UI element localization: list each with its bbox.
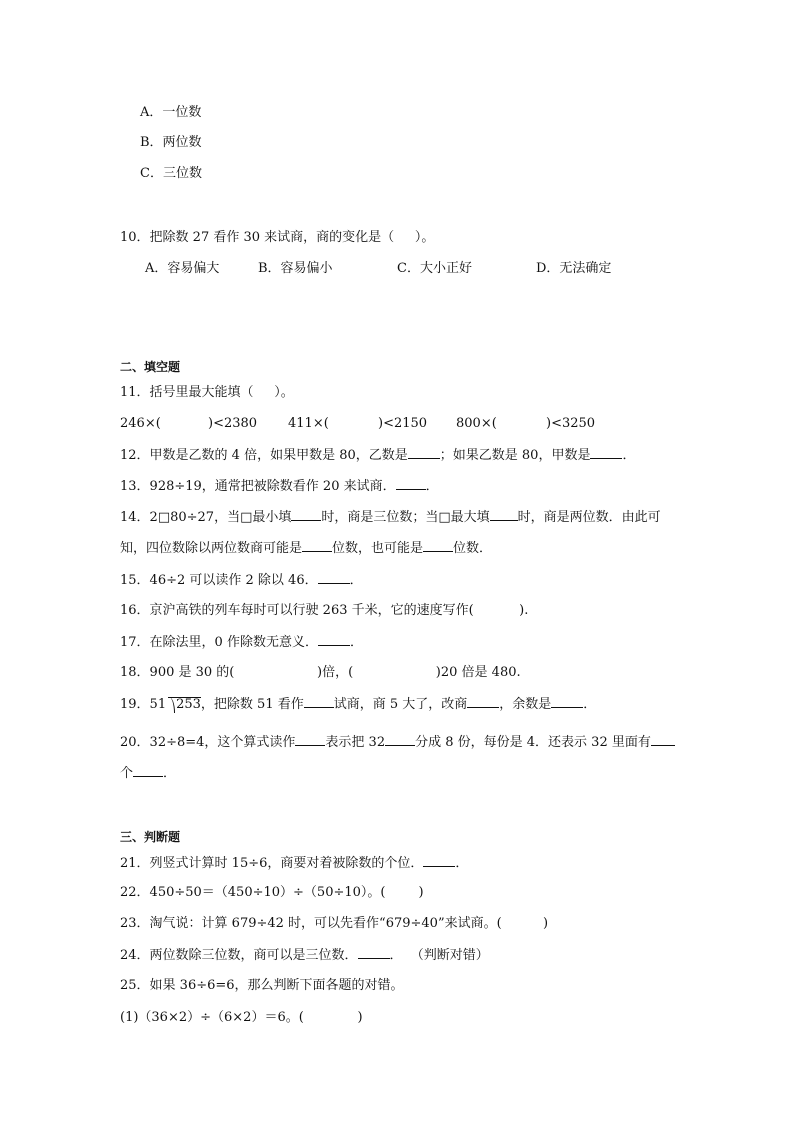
q10-stem: 10．把除数 27 看作 30 来试商，商的变化是（ ）。 (120, 230, 435, 245)
q19-long-division-sign: 253 (168, 697, 201, 712)
q20-line-1: 20．32÷8=4，这个算式读作 表示把 32 分成 8 份，每份是 4．还表示 32 里面有 (120, 733, 675, 752)
q13: 13．928÷19，通常把被除数看作 20 来试商． ． (120, 479, 439, 494)
q25: 25．如果 36÷6=6，那么判断下面各题的对错。 (120, 978, 404, 993)
q25-item-1: (1)（36×2）÷（6×2）＝6。( ) (120, 1010, 363, 1025)
q24: 24．两位数除三位数，商可以是三位数． ． （判断对错） (120, 948, 489, 963)
q10-option-d: D．无法确定 (536, 261, 612, 276)
q10-option-a: A．容易偏大 (145, 261, 220, 276)
q11-item-3-left: 800×( (456, 416, 497, 431)
q18: 18．900 是 30 的( )倍，( )20 倍是 480. (120, 665, 521, 680)
q11-item-2-left: 411×( (288, 416, 329, 431)
q16: 16．京沪高铁的列车每时可以行驶 263 千米，它的速度写作( ). (120, 603, 529, 618)
q11-item-1-right: )<2380 (208, 416, 258, 431)
q19-divisor: 51 (149, 697, 167, 712)
q15: 15．46÷2 可以读作 2 除以 46． ． (120, 573, 363, 588)
q9-option-b: B．两位数 (140, 135, 202, 150)
q12: 12．甲数是乙数的 4 倍，如果甲数是 80，乙数是 ；如果乙数是 80，甲数是 ． (120, 448, 636, 463)
section-title-true-false: 三、判断题 (120, 830, 181, 844)
q11-item-2-right: )<2150 (378, 416, 428, 431)
q11-item-1-left: 246×( (120, 416, 161, 431)
q11-stem: 11．括号里最大能填（ ）。 (120, 385, 294, 400)
q19: 19．51 253，把除数 51 看作 试商，商 5 大了，改商 ，余数是 ． (120, 697, 597, 712)
q10-option-c: C．大小正好 (397, 261, 472, 276)
q9-option-a: A．一位数 (140, 105, 202, 120)
q11-item-3-right: )<3250 (546, 416, 596, 431)
q22: 22．450÷50＝（450÷10）÷（50÷10）。( ) (120, 885, 424, 900)
q20-line-2: 个 ． (120, 766, 177, 781)
q21: 21．列竖式计算时 15÷6，商要对着被除数的个位． ． (120, 856, 469, 871)
q10-option-b: B．容易偏小 (258, 261, 333, 276)
q14-line-2: 知，四位数除以两位数商可能是 位数，也可能是 位数． (120, 541, 493, 556)
q9-option-c: C．三位数 (140, 166, 202, 181)
q17: 17．在除法里，0 作除数无意义． ． (120, 635, 363, 650)
q14-line-1: 14．2□80÷27，当□最小填 时，商是三位数；当□最大填 时，商是两位数．由此可 (120, 510, 661, 525)
section-title-fill-in: 二、填空题 (120, 360, 181, 374)
q23: 23．淘气说：计算 679÷42 时，可以先看作“679÷40”来试商。( ) (120, 916, 549, 931)
